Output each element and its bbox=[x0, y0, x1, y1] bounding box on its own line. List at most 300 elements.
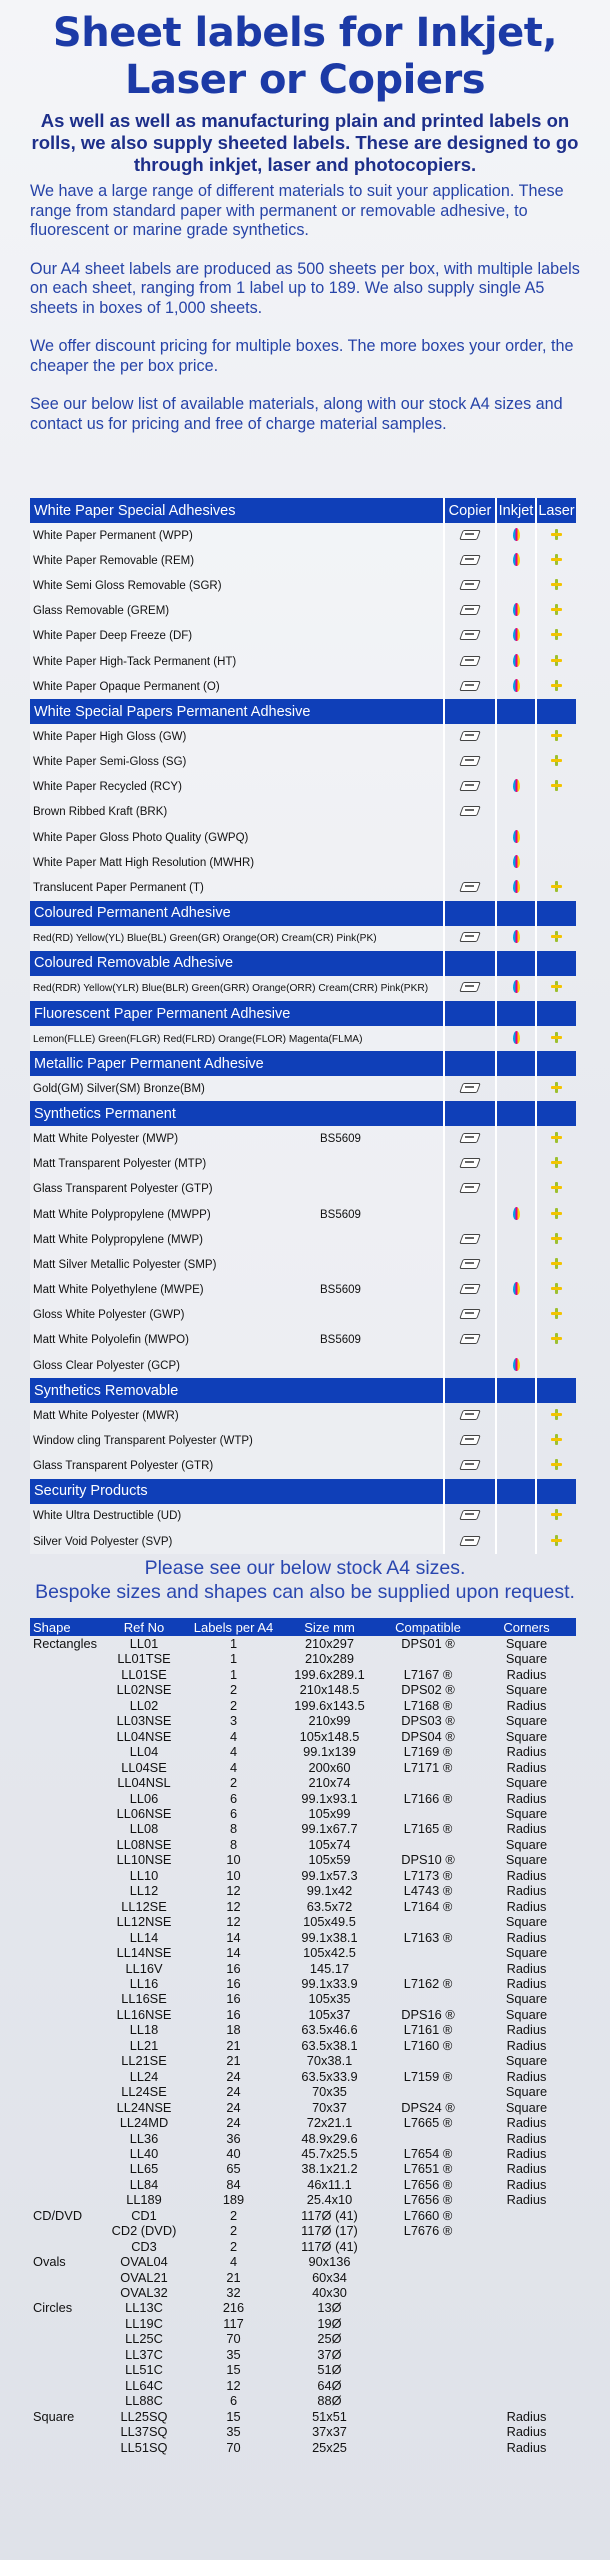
compat-cell bbox=[444, 1529, 496, 1554]
section-cell bbox=[496, 1378, 536, 1403]
material-name: Red(RD) Yellow(YL) Blue(BL) Green(GR) Orange(OR) Cream(CR) Pink(PK) bbox=[33, 933, 377, 945]
table-cell: 99.1x67.7 bbox=[301, 1821, 358, 1837]
table-cell bbox=[30, 1991, 101, 2006]
table-cell: 8 bbox=[229, 1821, 238, 1837]
laser-icon bbox=[551, 554, 562, 565]
materials-section-header bbox=[30, 1378, 576, 1403]
compat-cell bbox=[536, 624, 576, 649]
table-cell: 117Ø (41) bbox=[301, 2238, 358, 2254]
table-cell: L4743 ® bbox=[403, 1883, 453, 1899]
copier-icon bbox=[459, 1157, 481, 1168]
table-cell: 105x37 bbox=[308, 2006, 351, 2022]
compat-cell bbox=[496, 825, 536, 850]
compat-cell bbox=[536, 1403, 576, 1428]
table-row bbox=[30, 1852, 576, 1867]
compat-cell bbox=[536, 724, 576, 749]
laser-icon bbox=[551, 1182, 562, 1193]
table-cell: LL24NSE bbox=[116, 2099, 172, 2115]
copier-icon bbox=[459, 629, 481, 640]
material-cell bbox=[30, 1454, 444, 1479]
compat-cell bbox=[496, 1227, 536, 1252]
table-cell bbox=[379, 1961, 477, 1976]
material-name: Matt White Polyester (MWR) bbox=[33, 1409, 179, 1422]
material-name: Gold(GM) Silver(SM) Bronze(BM) bbox=[33, 1082, 205, 1095]
table-cell: 99.1x93.1 bbox=[301, 1790, 358, 1806]
section-cell bbox=[536, 951, 576, 976]
compat-cell bbox=[444, 1504, 496, 1529]
inkjet-icon bbox=[513, 679, 520, 692]
materials-table bbox=[30, 498, 576, 1554]
table-cell: 65 bbox=[226, 2161, 241, 2177]
copier-icon bbox=[459, 755, 481, 766]
inkjet-icon bbox=[513, 855, 520, 868]
table-row bbox=[30, 2100, 576, 2115]
table-cell bbox=[30, 1791, 101, 1806]
table-cell: 35 bbox=[226, 2424, 241, 2440]
compat-cell bbox=[444, 624, 496, 649]
materials-section-header bbox=[30, 1001, 576, 1026]
compat-cell bbox=[444, 1278, 496, 1303]
table-row bbox=[30, 2131, 576, 2146]
table-cell: 70 bbox=[226, 2331, 241, 2347]
table-cell: Radius bbox=[506, 2022, 547, 2038]
intro-paragraph: We have a large range of different materials to suit your application. These range from standard paper with permanent or removable adhesive, to fluorescent or marine grade synthetics. bbox=[30, 182, 564, 239]
table-cell bbox=[30, 2347, 101, 2362]
section-title: Coloured Permanent Adhesive bbox=[30, 901, 444, 926]
table-row bbox=[30, 1883, 576, 1898]
material-name: Matt White Polyester (MWP) bbox=[33, 1132, 179, 1145]
table-cell bbox=[379, 2316, 477, 2331]
table-cell: OVAL21 bbox=[120, 2269, 168, 2285]
table-cell bbox=[30, 1914, 101, 1929]
table-cell bbox=[379, 2254, 477, 2269]
table-cell: 63.5x38.1 bbox=[301, 2037, 358, 2053]
section-cell bbox=[444, 1051, 496, 1076]
copier-icon bbox=[459, 805, 481, 816]
compat-cell bbox=[496, 649, 536, 674]
table-cell bbox=[30, 1775, 101, 1790]
table-cell: LL24MD bbox=[119, 2115, 169, 2131]
sizes-column-header: Compatible bbox=[379, 1618, 477, 1636]
material-cell bbox=[30, 1278, 444, 1303]
material-cell bbox=[30, 850, 444, 875]
inkjet-icon bbox=[513, 654, 520, 667]
table-cell bbox=[30, 2131, 101, 2146]
compat-cell bbox=[496, 1328, 536, 1353]
table-cell: 21 bbox=[226, 2037, 241, 2053]
table-cell: LL13C bbox=[125, 2300, 163, 2316]
table-cell bbox=[379, 1651, 477, 1666]
table-cell: Square bbox=[505, 1713, 548, 1729]
table-row bbox=[30, 1651, 576, 1666]
material-row bbox=[30, 875, 576, 900]
table-cell bbox=[379, 1806, 477, 1821]
table-cell: 105x42.5 bbox=[303, 1945, 356, 1961]
table-cell: 16 bbox=[226, 1991, 241, 2007]
inkjet-icon bbox=[513, 553, 520, 566]
materials-section-header bbox=[30, 498, 576, 523]
table-row bbox=[30, 1744, 576, 1759]
section-title: White Special Papers Permanent Adhesive bbox=[30, 699, 444, 724]
table-cell bbox=[30, 1961, 101, 1976]
section-title: Synthetics Permanent bbox=[30, 1101, 444, 1126]
table-cell: 2 bbox=[229, 2223, 238, 2239]
table-row bbox=[30, 2069, 576, 2084]
section-cell bbox=[444, 699, 496, 724]
table-cell: LL04NSE bbox=[116, 1728, 172, 1744]
table-row bbox=[30, 2084, 576, 2099]
section-cell bbox=[536, 901, 576, 926]
table-cell bbox=[30, 2007, 101, 2022]
table-cell: 99.1x33.9 bbox=[301, 1975, 358, 1991]
section-title: White Paper Special Adhesives bbox=[30, 498, 444, 523]
material-row bbox=[30, 825, 576, 850]
table-cell: 60x34 bbox=[312, 2269, 347, 2285]
laser-icon bbox=[551, 931, 562, 942]
table-cell: 4 bbox=[229, 1744, 238, 1760]
copier-icon bbox=[459, 730, 481, 741]
compat-cell bbox=[536, 1252, 576, 1277]
table-cell: Radius bbox=[506, 1821, 547, 1837]
section-cell bbox=[496, 1051, 536, 1076]
table-cell: Square bbox=[505, 1852, 548, 1868]
sizes-table bbox=[30, 1618, 576, 2455]
section-title: Metallic Paper Permanent Adhesive bbox=[30, 1051, 444, 1076]
table-cell: LL12 bbox=[129, 1883, 159, 1899]
table-cell bbox=[30, 2192, 101, 2207]
material-cell bbox=[30, 1328, 444, 1353]
table-cell: Square bbox=[505, 1991, 548, 2007]
material-row bbox=[30, 1076, 576, 1101]
sizes-column-header: Ref No bbox=[101, 1618, 187, 1636]
compat-cell bbox=[536, 599, 576, 624]
table-cell: LL16 bbox=[129, 1975, 159, 1991]
table-cell: LL64C bbox=[125, 2377, 163, 2393]
compat-cell bbox=[536, 1454, 576, 1479]
table-cell: Square bbox=[505, 1651, 548, 1667]
table-cell: Radius bbox=[506, 1744, 547, 1760]
material-cell bbox=[30, 1303, 444, 1328]
table-cell bbox=[30, 2022, 101, 2037]
table-cell: L7173 ® bbox=[403, 1867, 453, 1883]
table-cell: Radius bbox=[506, 1975, 547, 1991]
material-row bbox=[30, 1026, 576, 1051]
compat-cell bbox=[444, 926, 496, 951]
table-cell bbox=[30, 1682, 101, 1697]
table-cell: 70x35 bbox=[312, 2084, 347, 2100]
table-cell: L7165 ® bbox=[403, 1821, 453, 1837]
laser-icon bbox=[551, 529, 562, 540]
laser-icon bbox=[551, 1132, 562, 1143]
table-cell: L7160 ® bbox=[403, 2037, 453, 2053]
table-cell: Square bbox=[505, 1914, 548, 1930]
laser-icon bbox=[551, 1283, 562, 1294]
table-cell: LL02NSE bbox=[116, 1682, 172, 1698]
table-cell: LL03NSE bbox=[116, 1713, 172, 1729]
compat-cell bbox=[496, 573, 536, 598]
table-cell bbox=[477, 2223, 576, 2238]
table-row bbox=[30, 2239, 576, 2254]
table-cell: 1 bbox=[229, 1636, 238, 1651]
table-cell: LL04 bbox=[129, 1744, 159, 1760]
table-cell: 2 bbox=[229, 1682, 238, 1698]
table-cell bbox=[477, 2300, 576, 2315]
table-cell: LL08 bbox=[129, 1821, 159, 1837]
table-cell: LL16V bbox=[125, 1960, 163, 1976]
material-name: Gloss Clear Polyester (GCP) bbox=[33, 1359, 180, 1372]
compat-cell bbox=[536, 775, 576, 800]
table-cell: LL21SE bbox=[121, 2053, 167, 2069]
material-cell bbox=[30, 926, 444, 951]
table-cell: 105x99 bbox=[308, 1805, 351, 1821]
table-row bbox=[30, 2347, 576, 2362]
compat-cell bbox=[444, 1177, 496, 1202]
material-name: Gloss White Polyester (GWP) bbox=[33, 1309, 185, 1322]
compat-cell bbox=[444, 800, 496, 825]
laser-icon bbox=[551, 1208, 562, 1219]
compat-cell bbox=[536, 548, 576, 573]
table-cell: 14 bbox=[226, 1929, 241, 1945]
laser-icon bbox=[551, 1233, 562, 1244]
laser-icon bbox=[551, 1333, 562, 1344]
material-cell bbox=[30, 1202, 444, 1227]
table-cell: L7676 ® bbox=[403, 2223, 453, 2239]
material-row bbox=[30, 1227, 576, 1252]
table-cell bbox=[30, 1899, 101, 1914]
material-row bbox=[30, 1278, 576, 1303]
laser-icon bbox=[551, 1535, 562, 1546]
laser-icon bbox=[551, 1509, 562, 1520]
compat-cell bbox=[536, 1177, 576, 1202]
laser-icon bbox=[551, 1082, 562, 1093]
bs5609-badge: BS5609 bbox=[320, 1132, 361, 1145]
table-cell: Radius bbox=[506, 2176, 547, 2192]
table-row bbox=[30, 2161, 576, 2176]
material-name: Brown Ribbed Kraft (BRK) bbox=[33, 806, 168, 819]
table-cell: LL37C bbox=[125, 2346, 163, 2362]
material-cell bbox=[30, 1252, 444, 1277]
compat-cell bbox=[496, 599, 536, 624]
section-title: Fluorescent Paper Permanent Adhesive bbox=[30, 1001, 444, 1026]
material-cell bbox=[30, 825, 444, 850]
material-cell bbox=[30, 1403, 444, 1428]
table-cell: 117 bbox=[223, 2315, 244, 2331]
material-name: White Paper Deep Freeze (DF) bbox=[33, 630, 193, 643]
bs5609-badge: BS5609 bbox=[320, 1208, 361, 1221]
table-row bbox=[30, 2362, 576, 2377]
table-cell bbox=[30, 2100, 101, 2115]
compat-cell bbox=[536, 649, 576, 674]
table-cell: L7167 ® bbox=[403, 1666, 453, 1682]
table-cell bbox=[30, 1883, 101, 1898]
section-cell bbox=[536, 1101, 576, 1126]
hero bbox=[0, 0, 610, 176]
table-cell: Radius bbox=[506, 1960, 547, 1976]
material-name: Red(RDR) Yellow(YLR) Blue(BLR) Green(GRR) Orange(ORR) Cream(CRR) Pink(PKR) bbox=[33, 983, 429, 995]
table-cell: 210x99 bbox=[308, 1713, 351, 1729]
table-cell: DPS10 ® bbox=[401, 1852, 455, 1868]
table-cell: Square bbox=[33, 2408, 75, 2424]
material-cell bbox=[30, 674, 444, 699]
table-cell bbox=[30, 1760, 101, 1775]
table-row bbox=[30, 1961, 576, 1976]
section-cell bbox=[536, 1479, 576, 1504]
table-cell: L7169 ® bbox=[403, 1744, 453, 1760]
table-cell: LL06NSE bbox=[116, 1805, 172, 1821]
table-cell: 6 bbox=[229, 1790, 238, 1806]
material-name: Matt White Polyethylene (MWPE) bbox=[33, 1284, 204, 1297]
section-cell bbox=[444, 1378, 496, 1403]
inkjet-icon bbox=[513, 830, 520, 843]
laser-icon bbox=[551, 1032, 562, 1043]
table-cell: LL40 bbox=[129, 2145, 159, 2161]
table-row bbox=[30, 2208, 576, 2223]
copier-icon bbox=[459, 1082, 481, 1093]
compat-cell bbox=[444, 1152, 496, 1177]
table-cell: DPS24 ® bbox=[401, 2099, 455, 2115]
table-cell: 15 bbox=[226, 2362, 241, 2378]
table-cell: 70x37 bbox=[312, 2099, 347, 2115]
table-row bbox=[30, 2007, 576, 2022]
table-cell bbox=[477, 2285, 576, 2300]
table-cell: 19Ø bbox=[317, 2315, 342, 2331]
table-row bbox=[30, 1914, 576, 1929]
table-cell: 14 bbox=[226, 1945, 241, 1961]
table-cell: Radius bbox=[506, 1883, 547, 1899]
table-cell: LL51C bbox=[125, 2362, 163, 2378]
table-cell: Square bbox=[505, 1682, 548, 1698]
copier-icon bbox=[459, 579, 481, 590]
table-cell bbox=[30, 1806, 101, 1821]
table-cell: 90x136 bbox=[308, 2254, 351, 2270]
material-cell bbox=[30, 523, 444, 548]
table-cell: 2 bbox=[229, 2238, 238, 2254]
table-row bbox=[30, 1945, 576, 1960]
inkjet-icon bbox=[513, 628, 520, 641]
table-cell: 10 bbox=[226, 1867, 241, 1883]
table-cell: 6 bbox=[229, 1805, 238, 1821]
compat-cell bbox=[444, 649, 496, 674]
table-cell: LL06 bbox=[129, 1790, 159, 1806]
material-cell bbox=[30, 1504, 444, 1529]
material-name: White Ultra Destructible (UD) bbox=[33, 1510, 182, 1523]
compat-cell bbox=[496, 800, 536, 825]
compat-cell bbox=[496, 875, 536, 900]
section-cell bbox=[496, 699, 536, 724]
table-cell: 18 bbox=[226, 2022, 241, 2038]
table-cell: Radius bbox=[506, 1867, 547, 1883]
table-cell bbox=[379, 2131, 477, 2146]
material-cell bbox=[30, 1177, 444, 1202]
table-cell: Radius bbox=[506, 2192, 547, 2208]
table-row bbox=[30, 2053, 576, 2068]
copier-icon bbox=[459, 680, 481, 691]
table-cell: 24 bbox=[226, 2068, 241, 2084]
table-cell: DPS16 ® bbox=[401, 2006, 455, 2022]
table-cell: 38.1x21.2 bbox=[301, 2161, 358, 2177]
material-cell bbox=[30, 800, 444, 825]
compat-cell bbox=[444, 1227, 496, 1252]
compat-cell bbox=[536, 1152, 576, 1177]
table-cell: LL10NSE bbox=[116, 1852, 172, 1868]
compat-cell bbox=[536, 1353, 576, 1378]
table-cell bbox=[30, 2270, 101, 2285]
table-cell bbox=[30, 1713, 101, 1728]
compat-cell bbox=[496, 1303, 536, 1328]
inkjet-icon bbox=[513, 1282, 520, 1295]
table-cell: 70x38.1 bbox=[306, 2053, 353, 2069]
compat-cell bbox=[444, 875, 496, 900]
table-cell bbox=[477, 2393, 576, 2408]
material-cell bbox=[30, 1152, 444, 1177]
compat-cell bbox=[444, 523, 496, 548]
table-cell: 21 bbox=[226, 2269, 241, 2285]
table-cell: 12 bbox=[226, 1883, 241, 1899]
table-cell: 12 bbox=[226, 2377, 241, 2393]
table-row bbox=[30, 1821, 576, 1836]
table-cell bbox=[30, 2331, 101, 2346]
table-cell: Radius bbox=[506, 2037, 547, 2053]
copier-icon bbox=[459, 881, 481, 892]
table-cell bbox=[30, 1930, 101, 1945]
compat-cell bbox=[444, 825, 496, 850]
compat-cell bbox=[444, 1076, 496, 1101]
table-cell bbox=[379, 2409, 477, 2424]
table-cell: 35 bbox=[226, 2346, 241, 2362]
copier-icon bbox=[459, 1233, 481, 1244]
compat-cell bbox=[444, 775, 496, 800]
table-cell: DPS01 ® bbox=[401, 1636, 455, 1651]
compat-cell bbox=[496, 1454, 536, 1479]
compat-cell bbox=[496, 850, 536, 875]
table-cell: DPS03 ® bbox=[401, 1713, 455, 1729]
table-row bbox=[30, 2285, 576, 2300]
material-name: White Paper Recycled (RCY) bbox=[33, 781, 182, 794]
material-name: White Paper Removable (REM) bbox=[33, 554, 195, 567]
table-cell: 145.17 bbox=[309, 1960, 350, 1976]
table-cell: 37x37 bbox=[312, 2424, 347, 2440]
material-cell bbox=[30, 548, 444, 573]
table-cell: 24 bbox=[226, 2084, 241, 2100]
table-cell: 63.5x33.9 bbox=[301, 2068, 358, 2084]
table-cell bbox=[30, 2146, 101, 2161]
table-cell bbox=[379, 2239, 477, 2254]
inkjet-icon bbox=[513, 980, 520, 993]
material-row bbox=[30, 1202, 576, 1227]
table-cell: Rectangles bbox=[33, 1636, 98, 1651]
material-cell bbox=[30, 1126, 444, 1151]
table-row bbox=[30, 1729, 576, 1744]
laser-icon bbox=[551, 1258, 562, 1269]
material-cell bbox=[30, 976, 444, 1001]
table-cell: LL02 bbox=[129, 1697, 159, 1713]
section-cell bbox=[536, 1001, 576, 1026]
inkjet-icon bbox=[513, 1207, 520, 1220]
table-row bbox=[30, 2254, 576, 2269]
material-row bbox=[30, 800, 576, 825]
table-cell: Radius bbox=[506, 2115, 547, 2131]
table-cell bbox=[477, 2208, 576, 2223]
table-cell: 3 bbox=[229, 1713, 238, 1729]
inkjet-icon bbox=[513, 880, 520, 893]
compat-cell bbox=[444, 1303, 496, 1328]
material-row bbox=[30, 1504, 576, 1529]
inkjet-icon bbox=[513, 1031, 520, 1044]
table-cell: 200x60 bbox=[308, 1759, 351, 1775]
material-cell bbox=[30, 1227, 444, 1252]
table-cell: 64Ø bbox=[317, 2377, 342, 2393]
table-cell: LL12SE bbox=[121, 1898, 167, 1914]
